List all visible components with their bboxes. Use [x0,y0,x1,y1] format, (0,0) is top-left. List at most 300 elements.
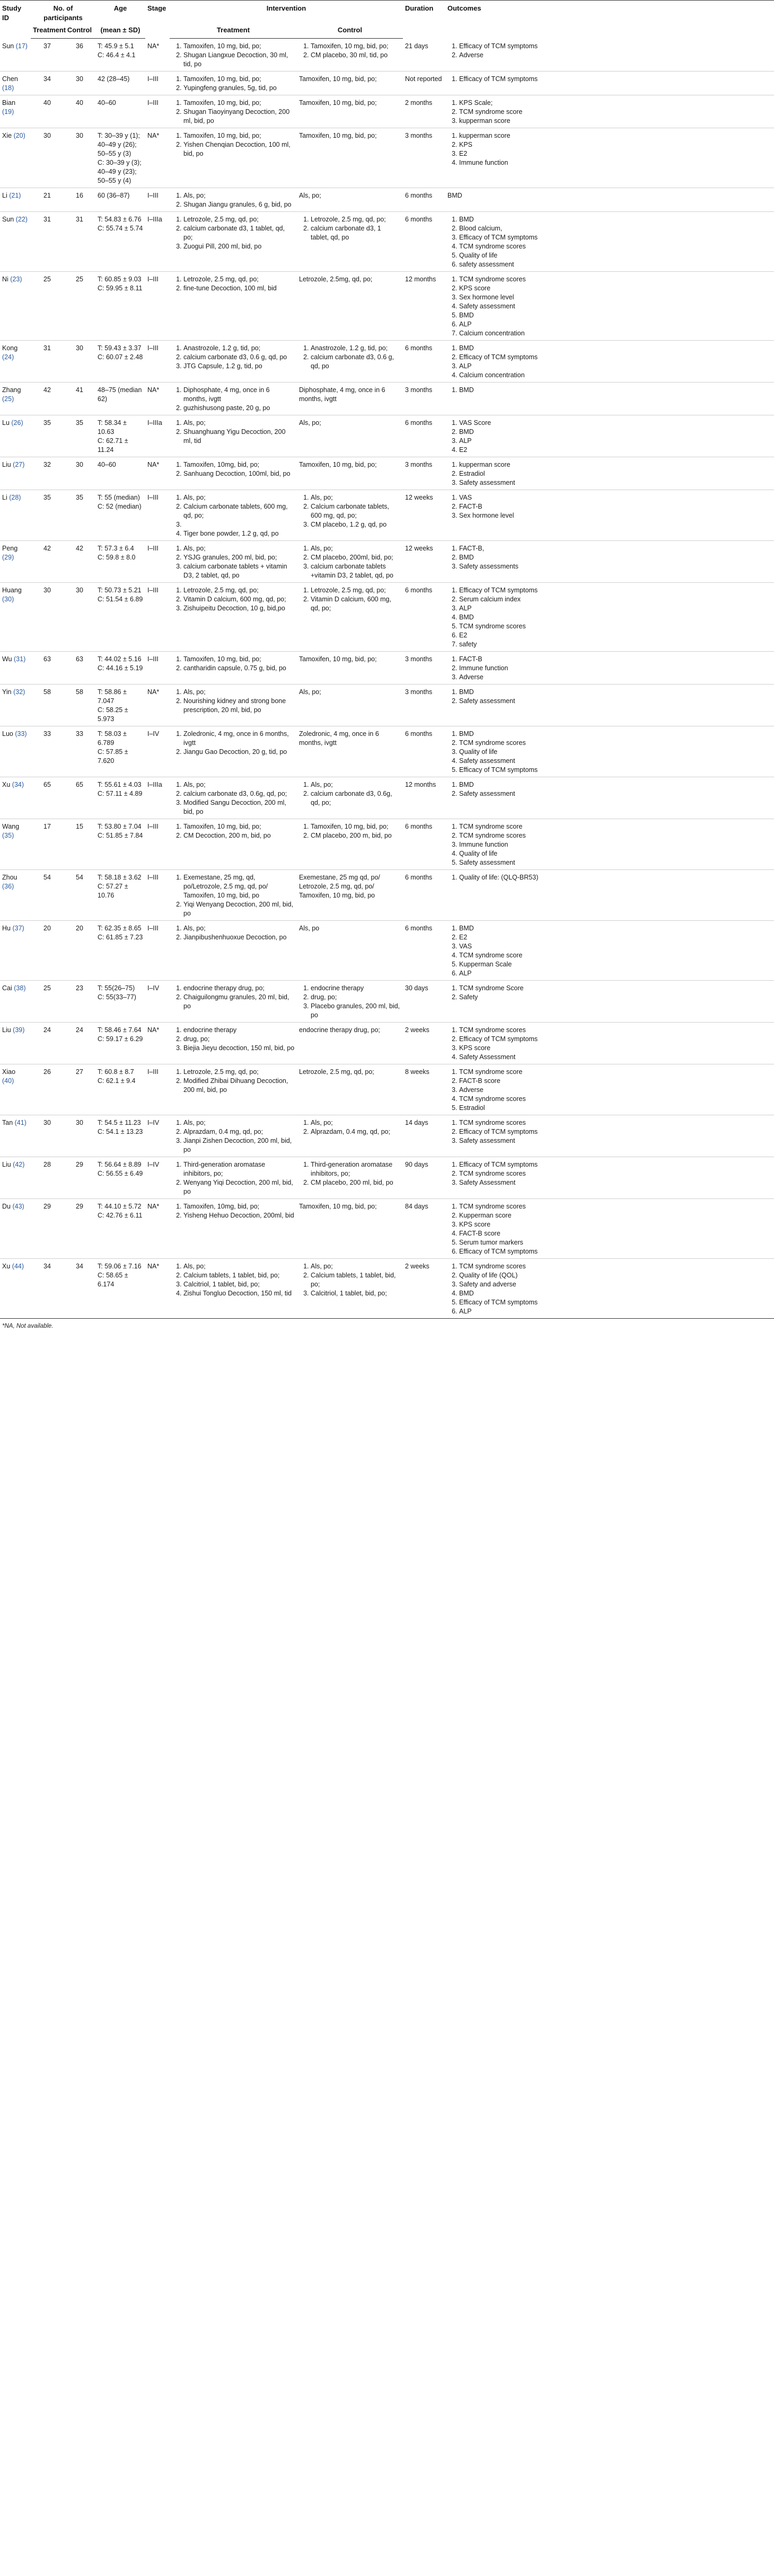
study-reference-link[interactable]: (34) [12,781,24,789]
study-author: Xie [2,132,12,140]
duration-cell: 6 months [403,341,445,383]
stage-cell: I–III [145,490,170,541]
table-row [0,1115,774,1157]
outcome-item: 5. TCM syndrome scores [459,622,772,631]
study-reference-link[interactable]: (33) [15,730,27,738]
control-intervention-cell [297,583,403,652]
stage-cell: I–IIIa [145,212,170,272]
outcome-item: 1. kupperman score [459,460,772,469]
outcome-item: 1. Quality of life: (QLQ-BR53) [459,873,772,882]
duration-cell: 2 weeks [403,1023,445,1064]
outcome-item: 1. TCM syndrome score [459,822,772,831]
outcomes-list [447,99,772,126]
treatment-intervention-list [172,688,295,715]
outcomes-list [447,75,772,84]
control-intervention-text: endocrine therapy drug, po; [299,1026,380,1034]
study-author: Li [2,192,7,200]
treatment-intervention-cell [170,583,297,652]
study-id-cell [0,490,31,541]
outcomes-cell [445,819,774,870]
treatment-intervention-item [183,520,295,529]
stage-cell: I–III [145,541,170,583]
study-id-cell [0,921,31,981]
control-intervention-item: 1. Tamoxifen, 10 mg, bid, po; [311,822,401,831]
table-row [0,652,774,685]
treatment-intervention-item: 2. Nourishing kidney and strong bone prescription, 20 ml, bid, po [183,697,295,715]
outcome-item: 5. Quality of life [459,251,772,260]
age-line: T: 58.46 ± 7.64 [98,1026,142,1034]
control-intervention-item: 2. CM placebo, 30 ml, tid, po [311,51,401,60]
age-line: T: 58.18 ± 3.62 [98,874,142,882]
age-cell [95,541,145,583]
age-line: T: 55(26–75) [98,984,135,992]
outcome-item: 2. Blood calcium, [459,224,772,233]
outcome-item: 1. TCM syndrome scores [459,1262,772,1271]
age-cell [95,72,145,95]
study-reference-link[interactable]: (31) [14,655,26,663]
age-line: C: 54.1 ± 13.23 [98,1128,143,1136]
treatment-count: 31 [31,341,64,383]
outcome-item: 4. TCM syndrome scores [459,1095,772,1104]
header-age-sub: (mean ± SD) [95,24,145,38]
table-row [0,72,774,95]
study-reference-link[interactable]: (41) [14,1119,27,1127]
study-author: Li [2,494,7,502]
treatment-count: 37 [43,42,51,50]
duration-cell: 3 months [403,457,445,490]
age-line: C: 61.85 ± 7.23 [98,934,143,941]
control-intervention-cell [297,490,403,541]
study-id-cell [0,819,31,870]
stage-cell: I–III [145,272,170,341]
age-line: C: 58.25 ± 5.973 [98,706,128,723]
study-reference-link[interactable]: (40) [2,1077,14,1085]
age-line: C: 51.54 ± 6.89 [98,596,143,603]
age-line: T: 45.9 ± 5.1 [98,42,134,50]
control-count: 24 [64,1023,95,1064]
age-line: T: 56.64 ± 8.89 [98,1161,142,1169]
table-row [0,39,774,72]
header-age: Age [95,1,145,25]
age-cell [95,981,145,1023]
treatment-count: 58 [31,685,64,726]
age-line: C: 44.16 ± 5.19 [98,664,143,672]
study-author: Zhang [2,386,21,394]
control-count: 23 [64,981,95,1023]
age-line: C: 56.55 ± 6.49 [98,1170,143,1178]
stage-cell: I–III [145,583,170,652]
stage-cell: I–III [145,921,170,981]
treatment-intervention-item: 1. Als, po; [183,780,295,789]
outcomes-list [447,386,772,395]
control-intervention-cell [297,457,403,490]
treatment-intervention-item: 1. Anastrozole, 1.2 g, tid, po; [183,344,295,353]
study-reference-link[interactable]: (43) [12,1203,24,1211]
table-row [0,490,774,541]
treatment-intervention-list [172,1026,295,1053]
control-intervention-item: 2. calcium carbonate d3, 1 tablet, qd, po [311,224,401,242]
age-line: T: 60.8 ± 8.7 [98,1068,134,1076]
study-reference-link[interactable]: (19) [2,108,14,116]
treatment-intervention-cell [170,1064,297,1115]
control-intervention-list [299,493,401,529]
control-count: 30 [64,72,95,95]
control-intervention-cell [297,726,403,777]
table-row [0,981,774,1023]
outcomes-list [447,873,772,882]
control-intervention-text: Tamoxifen, 10 mg, bid, po; [299,1203,377,1211]
duration-cell: 6 months [403,921,445,981]
outcome-item: 4. Safety Assessment [459,1053,772,1062]
study-reference-link[interactable]: (29) [2,554,14,562]
outcome-item: 2. Quality of life (QOL) [459,1271,772,1280]
study-reference-link[interactable]: (36) [2,883,14,891]
table-row [0,457,774,490]
treatment-intervention-list [172,822,295,840]
outcome-item: 4. Safety assessment [459,757,772,766]
table-body [0,39,774,1319]
age-line: C: 42.76 ± 6.11 [98,1212,143,1220]
control-intervention-item: 2. Alprazdam, 0.4 mg, qd, po; [311,1127,401,1136]
study-reference-link[interactable]: (27) [13,461,25,469]
treatment-intervention-cell [170,490,297,541]
treatment-intervention-item: 4. Zishui Tongluo Decoction, 150 ml, tid [183,1289,295,1298]
duration-cell: 3 months [403,128,445,188]
outcomes-cell [445,1199,774,1259]
outcomes-cell [445,1064,774,1115]
control-intervention-cell [297,272,403,341]
age-cell [95,583,145,652]
study-id-cell [0,188,31,212]
study-reference-link[interactable]: (39) [13,1026,25,1034]
outcomes-cell [445,1023,774,1064]
age-line: 48–75 (median 62) [98,386,142,403]
treatment-intervention-item: 1. Als, po; [183,1262,295,1271]
control-intervention-cell [297,1199,403,1259]
study-reference-link[interactable]: (44) [12,1263,24,1271]
study-id-cell [0,272,31,341]
treatment-count: 65 [31,777,64,819]
table-row [0,777,774,819]
outcome-item: 2. BMD [459,428,772,437]
age-line: C: 59.95 ± 8.11 [98,285,143,292]
control-intervention-item: 1. Tamoxifen, 10 mg, bid, po; [311,42,401,51]
outcomes-list [447,419,772,455]
study-reference-link[interactable]: (23) [10,276,22,283]
outcomes-cell [445,652,774,685]
study-author: Wu [2,655,12,663]
outcome-item: 3. ALP [459,604,772,613]
control-count: 16 [64,188,95,212]
control-intervention-cell [297,128,403,188]
study-author: Yin [2,688,12,696]
age-line: 40–60 [98,461,116,469]
treatment-count: 34 [31,1259,64,1319]
outcome-item: 4. BMD [459,613,772,622]
study-id-cell [0,457,31,490]
age-line: T: 59.06 ± 7.16 [98,1263,142,1271]
study-author: Peng [2,545,18,553]
control-intervention-text: Letrozole, 2.5 mg, qd, po; [299,1068,374,1076]
study-reference-link[interactable]: (42) [13,1161,25,1169]
study-reference-link[interactable]: (24) [2,353,14,361]
outcome-item: 2. Efficacy of TCM symptoms [459,1035,772,1044]
treatment-intervention-cell [170,457,297,490]
treatment-intervention-list [172,1262,295,1298]
treatment-intervention-list [172,730,295,757]
stage-cell: I–III [145,819,170,870]
treatment-intervention-list [172,984,295,1011]
study-id-cell [0,1199,31,1259]
treatment-count: 33 [31,726,64,777]
age-cell [95,870,145,921]
study-id-cell [0,415,31,457]
control-count: 27 [64,1064,95,1115]
control-intervention-text: Diphosphate, 4 mg, once in 6 months, ivgtt [299,386,385,403]
treatment-intervention-item: 3. Zishuipeitu Decoction, 10 g, bid,po [183,604,295,613]
treatment-intervention-item: 2. Calcium carbonate tablets, 600 mg, qd, po; [183,502,295,520]
outcome-item: 3. VAS [459,942,772,951]
table-row [0,1199,774,1259]
treatment-count: 30 [31,1115,64,1157]
control-intervention-item: 2. CM placebo, 200ml, bid, po; [311,553,401,562]
treatment-intervention-item: 2. Yiqi Wenyang Decoction, 200 ml, bid, po [183,900,295,918]
study-author: Sun [2,42,14,50]
outcome-item: 2. Kupperman score [459,1211,772,1220]
age-line: T: 59.43 ± 3.37 [98,344,142,352]
header-control-count: Control [64,24,95,38]
control-intervention-cell [297,541,403,583]
treatment-intervention-item: 1. Third-generation aromatase inhibitors, po; [183,1160,295,1178]
table-row [0,819,774,870]
header-stage: Stage [145,1,170,39]
outcome-item: 6. ALP [459,320,772,329]
control-intervention-text: Als, po; [299,419,321,427]
control-count: 15 [64,819,95,870]
outcomes-cell [445,72,774,95]
treatment-intervention-cell [170,415,297,457]
stage-cell: NA* [147,42,160,50]
study-reference-link[interactable]: (18) [2,84,14,92]
study-reference-link[interactable]: (17) [15,42,28,50]
control-intervention-list [299,344,401,371]
stage-cell: NA* [145,383,170,415]
age-line: 60 (36–87) [98,192,130,200]
treatment-intervention-item: 2. Chaiguilongmu granules, 20 ml, bid, po [183,993,295,1011]
stage-cell: NA* [145,1259,170,1319]
treatment-intervention-item: 2. calcium carbonate d3, 0.6g, qd, po; [183,789,295,798]
treatment-intervention-list [172,42,295,69]
control-intervention-item: 1. endocrine therapy [311,984,401,993]
study-author: Wang [2,823,20,831]
duration-cell: 6 months [403,726,445,777]
stage-cell: I–III [145,72,170,95]
control-intervention-cell [297,1259,403,1319]
outcome-item: 2. Immune function [459,664,772,673]
study-reference-link[interactable]: (21) [9,192,21,200]
outcome-item: 1. BMD [459,730,772,739]
outcome-item: 3. E2 [459,149,772,158]
treatment-intervention-cell [170,39,297,72]
treatment-intervention-list [172,386,295,413]
duration-cell: 21 days [405,42,428,50]
control-intervention-cell [297,39,403,72]
outcomes-list [447,544,772,571]
study-reference-link[interactable]: (22) [15,216,28,224]
treatment-intervention-item: 3. Calcitriol, 1 tablet, bid, po; [183,1280,295,1289]
duration-cell: 14 days [403,1115,445,1157]
age-cell [95,652,145,685]
outcome-item: 3. Immune function [459,840,772,849]
outcomes-list [447,688,772,706]
treatment-intervention-item: 2. Vitamin D calcium, 600 mg, qd, po; [183,595,295,604]
outcomes-list [447,460,772,487]
age-line: C: 58.65 ± 6.174 [98,1272,128,1289]
study-reference-link[interactable]: (32) [13,688,25,696]
stage-cell: I–III [145,1064,170,1115]
treatment-intervention-item: 1. Tamoxifen, 10mg, bid, po; [183,1202,295,1211]
duration-cell: 2 weeks [403,1259,445,1319]
table-row [0,1157,774,1199]
treatment-intervention-item: 1. Tamoxifen, 10mg, bid, po; [183,460,295,469]
age-line: T: 53.80 ± 7.04 [98,823,142,831]
table-row [0,272,774,341]
treatment-intervention-cell [170,272,297,341]
age-cell [95,1199,145,1259]
outcome-item: 1. TCM syndrome scores [459,275,772,284]
header-study-id: Study ID [0,1,31,39]
stage-cell: NA* [145,1023,170,1064]
study-reference-link[interactable]: (35) [2,832,14,840]
outcomes-cell [445,583,774,652]
outcomes-list [447,1202,772,1256]
treatment-intervention-cell [170,188,297,212]
outcome-item: 2. Safety assessment [459,697,772,706]
treatment-count: 28 [31,1157,64,1199]
age-cell [95,341,145,383]
stage-cell: I–IV [145,981,170,1023]
age-cell [95,457,145,490]
treatment-intervention-item: 3. JTG Capsule, 1.2 g, tid, po [183,362,295,371]
outcome-item: 2. Adverse [459,51,772,60]
outcomes-list [447,822,772,867]
treatment-intervention-list [172,99,295,126]
study-reference-link[interactable]: (20) [13,132,25,140]
treatment-intervention-cell [170,1199,297,1259]
outcome-item: 7. Calcium concentration [459,329,772,338]
age-line: C: 62.1 ± 9.4 [98,1077,136,1085]
study-reference-link[interactable]: (30) [2,596,14,603]
outcome-item: 6. Efficacy of TCM symptoms [459,1247,772,1256]
outcome-item: 1. Efficacy of TCM symptoms [459,42,772,51]
outcome-item: 6. safety assessment [459,260,772,269]
control-intervention-cell [297,1023,403,1064]
outcome-item: 1. Efficacy of TCM symptoms [459,75,772,84]
outcome-item: 2. Safety [459,993,772,1002]
control-intervention-item: 1. Als, po; [311,544,401,553]
treatment-intervention-item: 2. Yishen Chenqian Decoction, 100 ml, bid, po [183,140,295,158]
outcome-item: 4. TCM syndrome scores [459,242,772,251]
outcome-item: 3. Sex hormone level [459,511,772,520]
treatment-intervention-item: 1. Als, po; [183,688,295,697]
control-count: 65 [64,777,95,819]
duration-cell: 2 months [403,95,445,128]
treatment-intervention-list [172,344,295,371]
outcome-item: 1. BMD [459,780,772,789]
study-id-cell [0,652,31,685]
outcome-item: 2. FACT-B [459,502,772,511]
treatment-count: 34 [31,72,64,95]
duration-cell: 6 months [403,870,445,921]
control-count: 34 [64,1259,95,1319]
control-intervention-cell [297,95,403,128]
study-id-cell [0,39,31,72]
control-intervention-item: 1. Als, po; [311,493,401,502]
age-cell [95,1023,145,1064]
treatment-intervention-item: 2. Sanhuang Decoction, 100ml, bid, po [183,469,295,478]
study-reference-link[interactable]: (25) [2,395,14,403]
study-reference-link[interactable]: (28) [9,494,21,502]
study-reference-link[interactable]: (37) [12,925,24,932]
age-cell [95,777,145,819]
treatment-intervention-cell [170,921,297,981]
control-count: 35 [64,415,95,457]
outcome-item: 5. BMD [459,311,772,320]
outcomes-list [447,924,772,978]
age-line: T: 58.86 ± 7.047 [98,688,127,705]
outcome-item: 6. ALP [459,1307,772,1316]
stage-cell: I–III [145,652,170,685]
treatment-intervention-list [172,275,295,293]
outcome-item: 3. Safety assessment [459,1136,772,1145]
study-id-cell [0,128,31,188]
control-intervention-cell [297,921,403,981]
control-count: 30 [64,457,95,490]
treatment-intervention-item: 1. Als, po; [183,544,295,553]
study-reference-link[interactable]: (26) [11,419,23,427]
age-line: T: 54.5 ± 11.23 [98,1119,141,1127]
age-line: C: 46.4 ± 4.1 [98,51,136,59]
treatment-intervention-list [172,655,295,673]
outcome-item: 4. FACT-B score [459,1229,772,1238]
outcomes-cell [445,95,774,128]
age-line: T: 60.85 ± 9.03 [98,276,142,283]
treatment-intervention-item: 1. Als, po; [183,924,295,933]
study-id-cell [0,212,31,272]
treatment-intervention-item: 1. Letrozole, 2.5 mg, qd, po; [183,215,295,224]
outcomes-list [447,42,772,60]
treatment-count: 30 [31,128,64,188]
outcome-item: 2. Efficacy of TCM symptoms [459,353,772,362]
stage-cell: NA* [145,1199,170,1259]
control-count: 20 [64,921,95,981]
table-row [0,383,774,415]
treatment-intervention-item: 2. Modified Zhibai Dihuang Decoction, 200 ml, bid, po [183,1077,295,1095]
outcome-item: 2. Serum calcium index [459,595,772,604]
treatment-intervention-cell [170,1023,297,1064]
study-author: Liu [2,461,11,469]
age-line: C: 57.85 ± 7.620 [98,748,128,765]
study-reference-link[interactable]: (38) [14,984,26,992]
treatment-intervention-list [172,1202,295,1220]
treatment-intervention-item: 2. Calcium tablets, 1 tablet, bid, po; [183,1271,295,1280]
outcome-item: 4. E2 [459,446,772,455]
outcomes-list [447,131,772,167]
control-intervention-cell [297,777,403,819]
study-author: Cai [2,984,12,992]
treatment-intervention-list [172,873,295,918]
stage-cell: I–III [145,341,170,383]
